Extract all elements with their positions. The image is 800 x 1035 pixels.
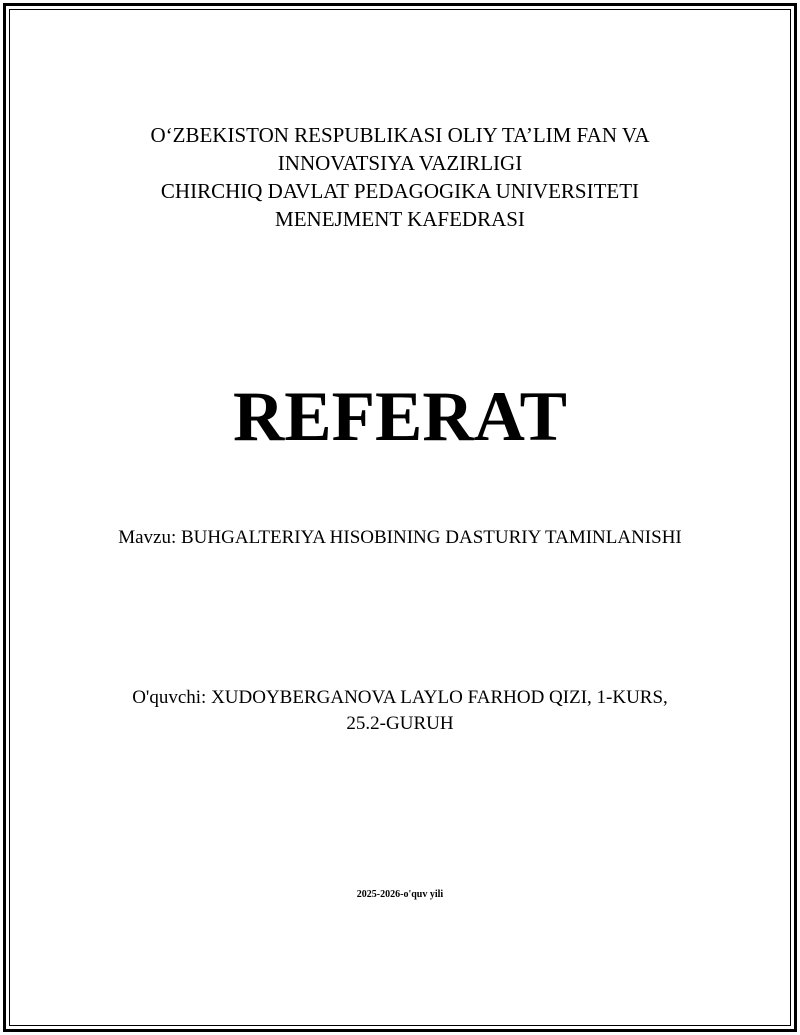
student-line-2: 25.2-GURUH (346, 713, 454, 734)
institution-header (40, 121, 760, 233)
header-line-4: MENEJMENT KAFEDRASI (275, 207, 525, 231)
student-line-1: O'quvchi: XUDOYBERGANOVA LAYLO FARHOD QIZI, 1-KURS, (132, 687, 668, 708)
document-title: REFERAT (233, 378, 567, 456)
topic-line: Mavzu: BUHGALTERIYA HISOBINING DASTURIY TAMINLANISHI (118, 527, 682, 548)
student-info (40, 685, 760, 737)
header-line-3: CHIRCHIQ DAVLAT PEDAGOGIKA UNIVERSITETI (160, 179, 640, 203)
header-line-2: INNOVATSIYA VAZIRLIGI (277, 151, 523, 175)
header-line-1: O‘ZBEKISTON RESPUBLIKASI OLIY TA’LIM FAN VA (150, 123, 650, 147)
academic-year: 2025-2026-o'quv yili (356, 889, 444, 900)
